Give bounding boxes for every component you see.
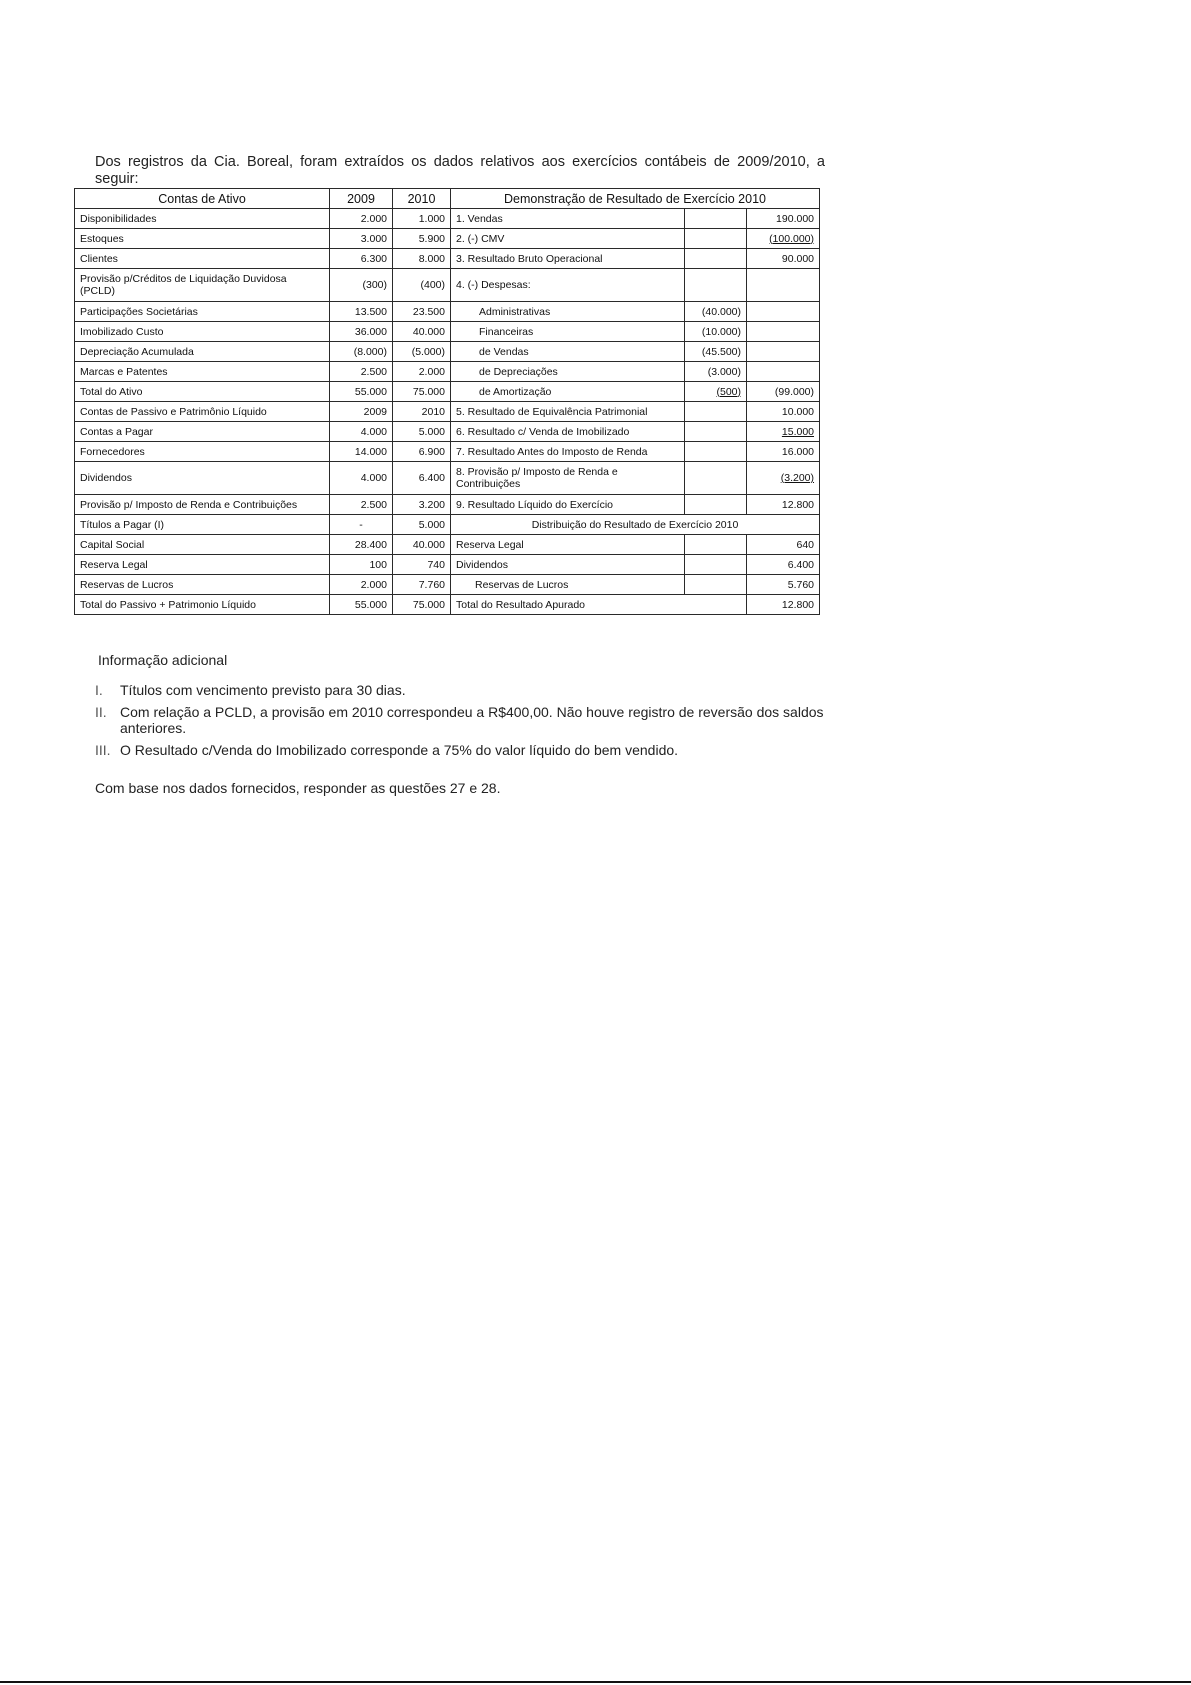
value-2009: (8.000) xyxy=(330,342,393,362)
account-name: Títulos a Pagar (I) xyxy=(75,515,330,535)
value-2010: 740 xyxy=(393,555,451,575)
value-2010: (400) xyxy=(393,269,451,302)
dre-line: 6. Resultado c/ Venda de Imobilizado xyxy=(451,422,685,442)
year-2010-header: 2010 xyxy=(393,189,451,209)
dre-total: 640 xyxy=(747,535,820,555)
table-row xyxy=(75,249,820,269)
account-name: Fornecedores xyxy=(75,442,330,462)
table-row xyxy=(75,462,820,495)
dre-partial xyxy=(685,229,747,249)
value-2010: 6.400 xyxy=(393,462,451,495)
closing-text: Com base nos dados fornecidos, responder as questões 27 e 28. xyxy=(95,780,501,796)
item-numeral: I. xyxy=(95,682,103,698)
item-text: Títulos com vencimento previsto para 30 dias. xyxy=(120,682,406,698)
dre-partial xyxy=(685,249,747,269)
intro-paragraph: Dos registros da Cia. Boreal, foram extraídos os dados relativos aos exercícios contábeis de 2009/2010, a seguir: xyxy=(95,153,825,187)
value-2009: (300) xyxy=(330,269,393,302)
dre-partial xyxy=(685,402,747,422)
account-name: Capital Social xyxy=(75,535,330,555)
distribution-line: Reservas de Lucros xyxy=(451,575,685,595)
financial-statements-table xyxy=(74,188,820,615)
dre-line: de Depreciações xyxy=(451,362,685,382)
dre-total: 90.000 xyxy=(747,249,820,269)
dre-total: (3.200) xyxy=(747,462,820,495)
dre-line: de Vendas xyxy=(451,342,685,362)
dre-header: Demonstração de Resultado de Exercício 2010 xyxy=(451,189,820,209)
dre-partial xyxy=(685,462,747,495)
liabilities-header: Contas de Passivo e Patrimônio Líquido xyxy=(75,402,330,422)
table-row xyxy=(75,269,820,302)
dre-total: 190.000 xyxy=(747,209,820,229)
value-2010: 6.900 xyxy=(393,442,451,462)
dre-total: (100.000) xyxy=(747,229,820,249)
value-2010: 5.000 xyxy=(393,515,451,535)
dre-total: 12.800 xyxy=(747,495,820,515)
value-2010: 3.200 xyxy=(393,495,451,515)
footer-divider xyxy=(0,1681,1191,1683)
table-row xyxy=(75,209,820,229)
year-2010-label: 2010 xyxy=(393,402,451,422)
dre-total xyxy=(747,269,820,302)
account-name: Provisão p/ Imposto de Renda e Contribuições xyxy=(75,495,330,515)
dre-line: 1. Vendas xyxy=(451,209,685,229)
value-2009: 2.500 xyxy=(330,495,393,515)
dre-total xyxy=(747,322,820,342)
table-row xyxy=(75,402,820,422)
dre-total xyxy=(747,362,820,382)
dre-partial xyxy=(685,209,747,229)
item-text: Com relação a PCLD, a provisão em 2010 correspondeu a R$400,00. Não houve registro de reversão dos saldos anteriores. xyxy=(120,704,824,736)
list-item xyxy=(95,682,825,698)
dre-line: 4. (-) Despesas: xyxy=(451,269,685,302)
table-row xyxy=(75,535,820,555)
table-row xyxy=(75,442,820,462)
dre-line: 7. Resultado Antes do Imposto de Renda xyxy=(451,442,685,462)
distribution-line: Reserva Legal xyxy=(451,535,685,555)
account-name: Dividendos xyxy=(75,462,330,495)
value-2010: 1.000 xyxy=(393,209,451,229)
dre-partial xyxy=(685,269,747,302)
dre-line: 8. Provisão p/ Imposto de Renda e Contribuições xyxy=(451,462,685,495)
account-name: Depreciação Acumulada xyxy=(75,342,330,362)
value-2010: 5.000 xyxy=(393,422,451,442)
dre-line: de Amortização xyxy=(451,382,685,402)
value-2009: 28.400 xyxy=(330,535,393,555)
table-row xyxy=(75,422,820,442)
dre-total: 12.800 xyxy=(747,595,820,615)
dre-partial xyxy=(685,422,747,442)
dre-total xyxy=(747,342,820,362)
year-2009-header: 2009 xyxy=(330,189,393,209)
dre-total: 6.400 xyxy=(747,555,820,575)
item-numeral: III. xyxy=(95,742,111,758)
info-list xyxy=(95,682,825,764)
year-2009-label: 2009 xyxy=(330,402,393,422)
dre-partial: (40.000) xyxy=(685,302,747,322)
value-2010: 2.000 xyxy=(393,362,451,382)
dre-line: Administrativas xyxy=(451,302,685,322)
dre-partial xyxy=(685,495,747,515)
account-name: Participações Societárias xyxy=(75,302,330,322)
dre-line: 5. Resultado de Equivalência Patrimonial xyxy=(451,402,685,422)
table-row xyxy=(75,302,820,322)
dre-partial: (500) xyxy=(685,382,747,402)
table-row xyxy=(75,555,820,575)
account-name: Total do Ativo xyxy=(75,382,330,402)
account-name: Clientes xyxy=(75,249,330,269)
value-2010: 8.000 xyxy=(393,249,451,269)
distribution-header: Distribuição do Resultado de Exercício 2010 xyxy=(451,515,820,535)
value-2010: 40.000 xyxy=(393,535,451,555)
asset-header: Contas de Ativo xyxy=(75,189,330,209)
account-name: Marcas e Patentes xyxy=(75,362,330,382)
value-2009: 3.000 xyxy=(330,229,393,249)
account-name: Disponibilidades xyxy=(75,209,330,229)
table-row xyxy=(75,229,820,249)
value-2010: 40.000 xyxy=(393,322,451,342)
dre-total: 15.000 xyxy=(747,422,820,442)
value-2009: 2.000 xyxy=(330,575,393,595)
distribution-total-label: Total do Resultado Apurado xyxy=(451,595,747,615)
dre-line: 9. Resultado Líquido do Exercício xyxy=(451,495,685,515)
table-row xyxy=(75,342,820,362)
dre-partial: (3.000) xyxy=(685,362,747,382)
distribution-line: Dividendos xyxy=(451,555,685,575)
dre-total: 16.000 xyxy=(747,442,820,462)
value-2009: 4.000 xyxy=(330,422,393,442)
dre-partial xyxy=(685,575,747,595)
table-row xyxy=(75,382,820,402)
item-text: O Resultado c/Venda do Imobilizado corresponde a 75% do valor líquido do bem vendido. xyxy=(120,742,679,758)
item-numeral: II. xyxy=(95,704,107,720)
value-2009: 2.000 xyxy=(330,209,393,229)
account-name: Total do Passivo + Patrimonio Líquido xyxy=(75,595,330,615)
value-2009: 4.000 xyxy=(330,462,393,495)
value-2010: 75.000 xyxy=(393,382,451,402)
value-2009: 100 xyxy=(330,555,393,575)
table-header-row xyxy=(75,189,820,209)
value-2010: 75.000 xyxy=(393,595,451,615)
value-2009: 55.000 xyxy=(330,595,393,615)
account-name: Imobilizado Custo xyxy=(75,322,330,342)
table-row xyxy=(75,495,820,515)
list-item xyxy=(95,742,825,758)
dre-total xyxy=(747,302,820,322)
info-title: Informação adicional xyxy=(98,652,228,668)
dre-total: 10.000 xyxy=(747,402,820,422)
dre-total: 5.760 xyxy=(747,575,820,595)
table-row xyxy=(75,575,820,595)
value-2009: 55.000 xyxy=(330,382,393,402)
dre-total: (99.000) xyxy=(747,382,820,402)
dre-partial xyxy=(685,555,747,575)
value-2009: - xyxy=(330,515,393,535)
account-name: Reserva Legal xyxy=(75,555,330,575)
table-row xyxy=(75,322,820,342)
value-2010: 23.500 xyxy=(393,302,451,322)
value-2009: 36.000 xyxy=(330,322,393,342)
dre-partial: (45.500) xyxy=(685,342,747,362)
account-name: Provisão p/Créditos de Liquidação Duvidosa (PCLD) xyxy=(75,269,330,302)
table-row xyxy=(75,515,820,535)
dre-partial xyxy=(685,442,747,462)
value-2010: 5.900 xyxy=(393,229,451,249)
value-2010: (5.000) xyxy=(393,342,451,362)
dre-line: 2. (-) CMV xyxy=(451,229,685,249)
dre-partial: (10.000) xyxy=(685,322,747,342)
account-name: Estoques xyxy=(75,229,330,249)
value-2009: 14.000 xyxy=(330,442,393,462)
account-name: Contas a Pagar xyxy=(75,422,330,442)
list-item xyxy=(95,704,825,736)
value-2009: 13.500 xyxy=(330,302,393,322)
dre-line: 3. Resultado Bruto Operacional xyxy=(451,249,685,269)
value-2009: 2.500 xyxy=(330,362,393,382)
dre-line: Financeiras xyxy=(451,322,685,342)
account-name: Reservas de Lucros xyxy=(75,575,330,595)
value-2009: 6.300 xyxy=(330,249,393,269)
value-2010: 7.760 xyxy=(393,575,451,595)
table-row xyxy=(75,362,820,382)
dre-partial xyxy=(685,535,747,555)
table-row xyxy=(75,595,820,615)
